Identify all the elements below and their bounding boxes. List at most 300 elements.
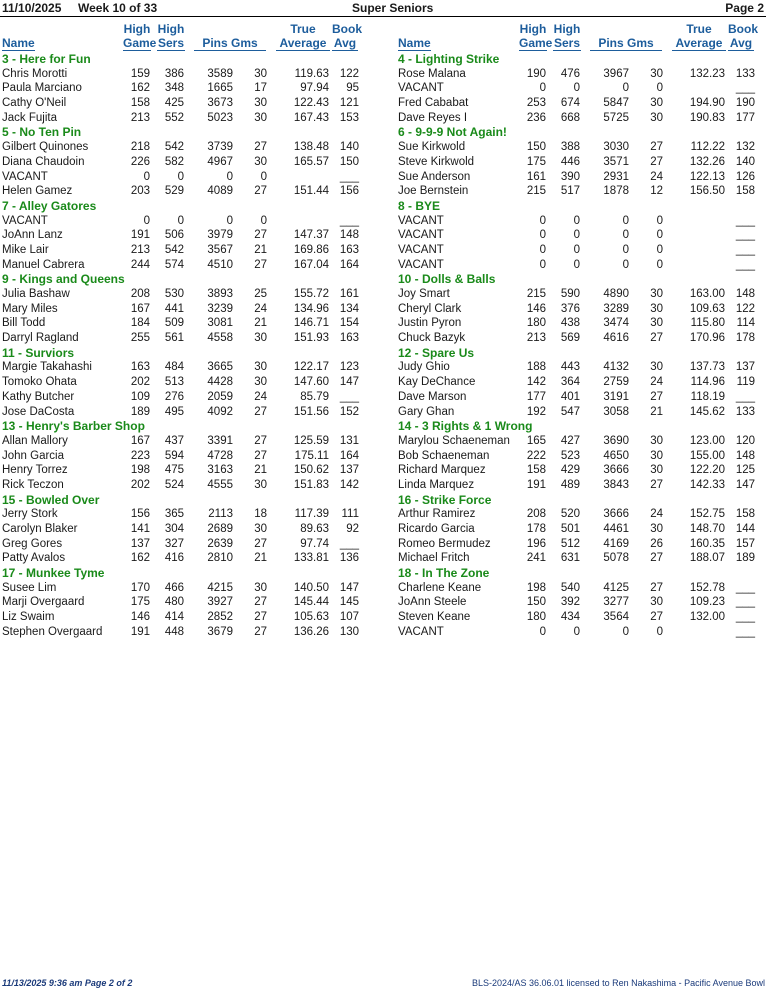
total-pins: 3927 bbox=[207, 596, 233, 609]
true-average: 136.26 bbox=[293, 625, 329, 638]
bowler-row bbox=[398, 610, 768, 625]
bowler-name: Tomoko Ohata bbox=[2, 376, 77, 389]
book-average: 140 bbox=[339, 141, 359, 154]
total-pins: 2059 bbox=[207, 390, 233, 403]
bowler-name: VACANT bbox=[398, 214, 444, 227]
team-header bbox=[398, 419, 768, 434]
games-played: 27 bbox=[254, 537, 267, 550]
true-average: 89.63 bbox=[300, 523, 329, 535]
bowler-name: Bob Schaeneman bbox=[398, 449, 490, 462]
high-game: 213 bbox=[130, 243, 150, 256]
games-played: 24 bbox=[254, 302, 267, 315]
true-average: 150.62 bbox=[293, 464, 329, 477]
high-series: 437 bbox=[164, 434, 184, 447]
high-game: 0 bbox=[539, 229, 546, 242]
high-series: 448 bbox=[164, 625, 184, 638]
true-average: 115.80 bbox=[690, 317, 725, 330]
bowler-name: VACANT bbox=[398, 625, 444, 638]
games-played: 30 bbox=[650, 596, 663, 609]
bowler-name: Sue Anderson bbox=[398, 170, 471, 183]
games-played: 30 bbox=[650, 67, 663, 80]
footer-print-info: 11/13/2025 9:36 am Page 2 of 2 bbox=[2, 978, 133, 988]
team-title: 18 - In The Zone bbox=[398, 566, 490, 581]
true-average-header-top: True bbox=[290, 22, 316, 36]
bowler-row bbox=[2, 170, 386, 185]
total-pins: 3979 bbox=[207, 229, 233, 242]
high-series: 674 bbox=[560, 97, 580, 110]
high-series: 416 bbox=[164, 552, 184, 565]
bowler-row bbox=[2, 537, 386, 552]
high-game: 156 bbox=[130, 508, 150, 521]
total-pins: 3967 bbox=[603, 67, 629, 80]
book-average: 123 bbox=[339, 361, 359, 374]
total-pins: 2689 bbox=[207, 523, 233, 535]
team-title: 11 - Surviors bbox=[2, 345, 75, 360]
bowler-row bbox=[398, 434, 768, 449]
bowler-row bbox=[398, 228, 768, 243]
high-game: 109 bbox=[130, 390, 150, 403]
bowler-row bbox=[398, 67, 768, 82]
team-header bbox=[2, 566, 386, 581]
bowler-name: Cheryl Clark bbox=[398, 302, 462, 315]
games-played: 30 bbox=[650, 464, 663, 477]
games-played: 25 bbox=[254, 288, 267, 300]
high-series: 401 bbox=[560, 390, 580, 403]
high-series: 434 bbox=[560, 611, 580, 624]
bowler-name: Dave Reyes I bbox=[398, 111, 468, 124]
bowler-row bbox=[2, 96, 386, 111]
high-game: 192 bbox=[526, 405, 546, 418]
team-title: 7 - Alley Gatores bbox=[2, 198, 97, 213]
high-series: 0 bbox=[573, 625, 580, 638]
high-game: 236 bbox=[526, 111, 546, 124]
total-pins: 4558 bbox=[207, 332, 233, 345]
games-played: 30 bbox=[650, 361, 663, 374]
book-average: ___ bbox=[339, 390, 359, 403]
high-game: 150 bbox=[526, 596, 546, 609]
total-pins: 4510 bbox=[207, 258, 233, 271]
book-average-header-top: Book bbox=[728, 22, 758, 36]
games-played: 27 bbox=[650, 141, 663, 154]
high-series: 392 bbox=[560, 596, 580, 609]
true-average: 133.81 bbox=[293, 552, 329, 565]
bowler-name: Gary Ghan bbox=[398, 405, 455, 418]
total-pins: 4728 bbox=[207, 449, 233, 462]
column-header bbox=[2, 20, 386, 52]
book-average: 142 bbox=[339, 478, 359, 491]
high-game: 178 bbox=[526, 523, 546, 535]
bowler-name: Arthur Ramirez bbox=[398, 508, 476, 521]
games-played: 0 bbox=[656, 243, 663, 256]
bowler-name: Joe Bernstein bbox=[398, 185, 469, 198]
book-average: ___ bbox=[735, 390, 755, 403]
book-average: 147 bbox=[735, 478, 755, 491]
games-played: 0 bbox=[260, 214, 267, 227]
high-series: 540 bbox=[560, 581, 580, 594]
bowler-row bbox=[2, 405, 386, 420]
total-pins: 4132 bbox=[603, 361, 629, 374]
games-played: 27 bbox=[254, 449, 267, 462]
true-average: 142.33 bbox=[689, 478, 725, 491]
high-game: 218 bbox=[130, 141, 150, 154]
team-header bbox=[2, 493, 386, 508]
true-average: 97.74 bbox=[300, 537, 329, 550]
bowler-name: Patty Avalos bbox=[2, 552, 66, 565]
high-series-header: Sers bbox=[157, 36, 185, 50]
games-played: 24 bbox=[650, 508, 663, 521]
high-game: 189 bbox=[130, 405, 150, 418]
book-average: 152 bbox=[339, 405, 359, 418]
high-game: 241 bbox=[526, 552, 546, 565]
total-pins: 2113 bbox=[208, 508, 233, 521]
high-game: 213 bbox=[526, 332, 546, 345]
high-game: 226 bbox=[130, 155, 150, 168]
games-played: 30 bbox=[650, 523, 663, 535]
high-series: 446 bbox=[560, 155, 580, 168]
total-pins: 3277 bbox=[603, 596, 629, 609]
team-title: 8 - BYE bbox=[398, 198, 441, 213]
bowler-name: VACANT bbox=[398, 229, 444, 242]
book-average: 137 bbox=[735, 361, 755, 374]
high-game: 222 bbox=[526, 449, 546, 462]
bowler-row bbox=[398, 258, 768, 273]
high-series: 429 bbox=[560, 464, 580, 477]
high-game: 175 bbox=[526, 155, 546, 168]
games-played: 18 bbox=[254, 508, 267, 521]
total-pins: 4125 bbox=[603, 581, 629, 594]
report-header bbox=[0, 0, 766, 17]
book-average: 137 bbox=[339, 464, 359, 477]
high-game: 180 bbox=[526, 317, 546, 330]
bowler-name: Jack Fujita bbox=[2, 111, 57, 124]
high-game: 198 bbox=[130, 464, 150, 477]
high-game: 163 bbox=[130, 361, 150, 374]
book-average: 154 bbox=[339, 317, 359, 330]
high-game: 158 bbox=[130, 97, 150, 110]
high-series: 438 bbox=[560, 317, 580, 330]
high-series: 509 bbox=[164, 317, 184, 330]
games-played: 21 bbox=[254, 464, 267, 477]
games-played: 0 bbox=[656, 625, 663, 638]
team-header bbox=[398, 346, 768, 361]
bowler-row bbox=[2, 360, 386, 375]
bowler-name: JoAnn Steele bbox=[398, 596, 467, 609]
team-title: 9 - Kings and Queens bbox=[2, 272, 125, 287]
total-pins: 5023 bbox=[207, 111, 233, 124]
bowler-name: VACANT bbox=[398, 243, 444, 256]
bowler-row bbox=[398, 581, 768, 596]
high-game: 198 bbox=[526, 581, 546, 594]
book-average: 126 bbox=[735, 170, 755, 183]
book-average: 150 bbox=[339, 155, 359, 168]
total-pins: 5725 bbox=[603, 111, 629, 124]
high-series: 0 bbox=[573, 243, 580, 256]
book-average: 177 bbox=[735, 111, 755, 124]
book-average: 120 bbox=[735, 434, 755, 447]
bowler-row bbox=[2, 228, 386, 243]
total-pins: 4169 bbox=[603, 537, 629, 550]
book-average: ___ bbox=[735, 82, 755, 95]
true-average: 145.62 bbox=[689, 405, 725, 418]
high-game: 202 bbox=[130, 478, 150, 491]
total-pins: 4967 bbox=[207, 155, 233, 168]
bowler-row bbox=[398, 287, 768, 302]
book-average: 148 bbox=[735, 449, 755, 462]
high-series: 520 bbox=[560, 508, 580, 521]
true-average: 155.72 bbox=[293, 288, 329, 300]
bowler-name: Fred Cababat bbox=[398, 97, 469, 110]
total-pins: 4555 bbox=[207, 478, 233, 491]
pins-games-header: Pins Gms bbox=[590, 36, 662, 51]
book-average: 111 bbox=[341, 508, 359, 521]
bowler-name: Linda Marquez bbox=[398, 478, 475, 491]
bowler-name: Joy Smart bbox=[398, 288, 450, 300]
games-played: 12 bbox=[650, 185, 663, 198]
games-played: 0 bbox=[260, 170, 267, 183]
true-average: 155.00 bbox=[689, 449, 725, 462]
bowler-row bbox=[398, 360, 768, 375]
team-title: 6 - 9-9-9 Not Again! bbox=[398, 125, 507, 140]
true-average: 163.00 bbox=[689, 288, 725, 300]
total-pins: 4215 bbox=[207, 581, 233, 594]
true-average: 97.94 bbox=[300, 82, 329, 95]
total-pins: 4428 bbox=[207, 376, 233, 389]
high-game: 167 bbox=[130, 434, 150, 447]
high-game: 244 bbox=[130, 258, 150, 271]
bowler-row bbox=[398, 96, 768, 111]
team-header bbox=[398, 125, 768, 140]
bowler-name: Darryl Ragland bbox=[2, 332, 79, 345]
bowler-row bbox=[398, 522, 768, 537]
bowler-name: VACANT bbox=[398, 82, 444, 95]
bowler-name: Jose DaCosta bbox=[2, 405, 75, 418]
high-game: 208 bbox=[130, 288, 150, 300]
games-played: 30 bbox=[254, 155, 267, 168]
total-pins: 3665 bbox=[207, 361, 233, 374]
report-page: Page 2 bbox=[725, 1, 764, 15]
games-played: 27 bbox=[254, 611, 267, 624]
games-played: 27 bbox=[254, 141, 267, 154]
team-header bbox=[2, 125, 386, 140]
high-game: 188 bbox=[526, 361, 546, 374]
games-played: 27 bbox=[650, 552, 663, 565]
true-average: 167.04 bbox=[293, 258, 329, 271]
bowler-name: Manuel Cabrera bbox=[2, 258, 85, 271]
total-pins: 0 bbox=[622, 229, 629, 242]
bowler-row bbox=[2, 111, 386, 126]
total-pins: 3058 bbox=[603, 405, 629, 418]
bowler-name: Richard Marquez bbox=[398, 464, 486, 477]
games-played: 30 bbox=[650, 434, 663, 447]
bowler-row bbox=[2, 258, 386, 273]
high-series: 0 bbox=[573, 82, 580, 95]
bowler-row bbox=[2, 81, 386, 96]
games-played: 0 bbox=[656, 82, 663, 95]
book-average: ___ bbox=[339, 537, 359, 550]
true-average: 122.43 bbox=[293, 97, 329, 110]
book-average: 130 bbox=[339, 625, 359, 638]
name-header: Name bbox=[398, 36, 431, 50]
book-average: 158 bbox=[735, 508, 755, 521]
high-series: 388 bbox=[560, 141, 580, 154]
true-average: 118.19 bbox=[690, 390, 725, 403]
true-average: 194.90 bbox=[689, 97, 725, 110]
book-average: 122 bbox=[735, 302, 755, 315]
true-average: 165.57 bbox=[293, 155, 329, 168]
high-series: 668 bbox=[560, 111, 580, 124]
book-average: 140 bbox=[735, 155, 755, 168]
games-played: 30 bbox=[254, 523, 267, 535]
bowler-name: Stephen Overgaard bbox=[2, 625, 103, 638]
high-game: 253 bbox=[526, 97, 546, 110]
high-series: 480 bbox=[164, 596, 184, 609]
bowler-name: Liz Swaim bbox=[2, 611, 55, 624]
team-title: 13 - Henry's Barber Shop bbox=[2, 419, 145, 434]
bowler-row bbox=[398, 507, 768, 522]
true-average: 137.73 bbox=[689, 361, 725, 374]
team-title: 3 - Here for Fun bbox=[2, 52, 91, 66]
high-series: 441 bbox=[164, 302, 184, 315]
total-pins: 2852 bbox=[207, 611, 233, 624]
high-series: 542 bbox=[164, 243, 184, 256]
high-game-header-top: High bbox=[519, 22, 547, 36]
high-series-header: Sers bbox=[553, 36, 581, 50]
high-series: 376 bbox=[560, 302, 580, 315]
total-pins: 3081 bbox=[207, 317, 233, 330]
bowler-name: Henry Torrez bbox=[2, 464, 68, 477]
high-game: 196 bbox=[526, 537, 546, 550]
book-average: 145 bbox=[339, 596, 359, 609]
games-played: 30 bbox=[254, 581, 267, 594]
true-average: 156.50 bbox=[689, 185, 725, 198]
total-pins: 3739 bbox=[207, 141, 233, 154]
bowler-row bbox=[398, 316, 768, 331]
book-average: 178 bbox=[735, 332, 755, 345]
true-average: 151.93 bbox=[293, 332, 329, 345]
team-header bbox=[2, 419, 386, 434]
high-game: 167 bbox=[130, 302, 150, 315]
total-pins: 2759 bbox=[603, 376, 629, 389]
games-played: 27 bbox=[254, 596, 267, 609]
games-played: 27 bbox=[650, 611, 663, 624]
bowler-name: Dave Marson bbox=[398, 390, 467, 403]
high-game: 213 bbox=[130, 111, 150, 124]
true-average: 152.78 bbox=[689, 581, 725, 594]
bowler-row bbox=[398, 155, 768, 170]
true-average: 105.63 bbox=[293, 611, 329, 624]
total-pins: 3289 bbox=[603, 302, 629, 315]
bowler-row bbox=[2, 507, 386, 522]
games-played: 24 bbox=[650, 376, 663, 389]
high-series: 365 bbox=[164, 508, 184, 521]
book-average: ___ bbox=[339, 170, 359, 183]
total-pins: 4461 bbox=[603, 523, 629, 535]
high-game: 142 bbox=[526, 376, 546, 389]
high-series: 512 bbox=[560, 537, 580, 550]
high-series: 475 bbox=[164, 464, 184, 477]
high-series: 495 bbox=[164, 405, 184, 418]
bowler-row bbox=[398, 243, 768, 258]
bowler-row bbox=[398, 478, 768, 493]
games-played: 27 bbox=[254, 625, 267, 638]
high-game: 165 bbox=[526, 434, 546, 447]
true-average: 85.79 bbox=[300, 390, 329, 403]
bowler-row bbox=[398, 184, 768, 199]
high-series: 524 bbox=[164, 478, 184, 491]
high-game: 161 bbox=[526, 170, 546, 183]
games-played: 30 bbox=[650, 288, 663, 300]
high-game: 191 bbox=[130, 625, 150, 638]
team-header bbox=[2, 272, 386, 287]
games-played: 26 bbox=[650, 537, 663, 550]
high-series: 0 bbox=[573, 214, 580, 227]
book-average: 144 bbox=[735, 523, 755, 535]
book-average: ___ bbox=[735, 229, 755, 242]
book-average: 114 bbox=[736, 317, 755, 330]
team-title: 5 - No Ten Pin bbox=[2, 125, 82, 140]
high-game: 162 bbox=[130, 552, 150, 565]
true-average: 152.75 bbox=[689, 508, 725, 521]
high-game: 146 bbox=[526, 302, 546, 315]
bowler-name: Paula Marciano bbox=[2, 82, 82, 95]
bowler-name: Judy Ghio bbox=[398, 361, 450, 374]
book-average: ___ bbox=[735, 596, 755, 609]
true-average: 122.13 bbox=[689, 170, 725, 183]
total-pins: 3589 bbox=[207, 67, 233, 80]
high-game: 162 bbox=[130, 82, 150, 95]
true-average: 147.37 bbox=[293, 229, 329, 242]
true-average: 117.39 bbox=[294, 508, 329, 521]
book-average: 119 bbox=[736, 376, 755, 389]
bowler-name: Cathy O'Neil bbox=[2, 97, 67, 110]
book-average: 163 bbox=[339, 332, 359, 345]
team-title: 14 - 3 Rights & 1 Wrong bbox=[398, 419, 533, 434]
bowler-name: Steven Keane bbox=[398, 611, 471, 624]
high-game: 0 bbox=[539, 243, 546, 256]
games-played: 30 bbox=[254, 97, 267, 110]
total-pins: 3893 bbox=[207, 288, 233, 300]
bowler-name: Kay DeChance bbox=[398, 376, 476, 389]
bowler-row bbox=[398, 537, 768, 552]
games-played: 27 bbox=[254, 229, 267, 242]
book-average: 95 bbox=[346, 82, 359, 95]
true-average: 140.50 bbox=[293, 581, 329, 594]
team-title: 4 - Lighting Strike bbox=[398, 52, 500, 66]
high-series: 506 bbox=[164, 229, 184, 242]
total-pins: 4890 bbox=[603, 288, 629, 300]
high-series: 530 bbox=[164, 288, 184, 300]
high-series: 569 bbox=[560, 332, 580, 345]
games-played: 0 bbox=[656, 229, 663, 242]
bowler-name: VACANT bbox=[2, 170, 48, 183]
total-pins: 3571 bbox=[603, 155, 629, 168]
true-average: 119.63 bbox=[294, 67, 329, 80]
true-average: 190.83 bbox=[689, 111, 725, 124]
bowler-row bbox=[398, 463, 768, 478]
bowler-name: Ricardo Garcia bbox=[398, 523, 475, 535]
high-game: 0 bbox=[143, 170, 150, 183]
book-average: ___ bbox=[735, 625, 755, 638]
games-played: 21 bbox=[254, 317, 267, 330]
true-average: 145.44 bbox=[293, 596, 329, 609]
high-series: 443 bbox=[560, 361, 580, 374]
bowler-row bbox=[398, 214, 768, 229]
bowler-name: Justin Pyron bbox=[398, 317, 462, 330]
book-average: ___ bbox=[339, 214, 359, 227]
games-played: 17 bbox=[254, 82, 267, 95]
book-average: 134 bbox=[339, 302, 359, 315]
total-pins: 5078 bbox=[603, 552, 629, 565]
